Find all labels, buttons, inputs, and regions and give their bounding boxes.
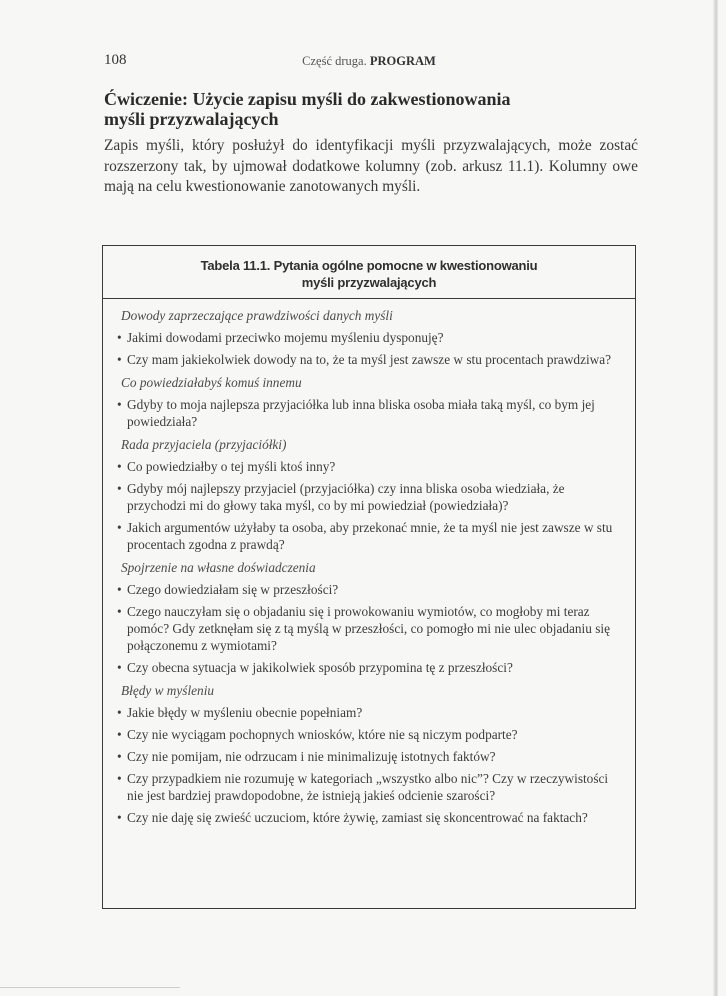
list-item: • Czy nie pomijam, nie odrzucam i nie minimalizuję istotnych faktów?: [117, 748, 623, 765]
list-item: • Czy przypadkiem nie rozumuję w kategoriach „wszystko albo nic”? Czy w rzeczywistości nie jest bardziej prawdopodobne, że istnieją jakieś odcienie szarości?: [117, 770, 623, 804]
list-item: • Czy nie daję się zwieść uczuciom, które żywię, zamiast się skoncentrować na faktach?: [117, 809, 623, 826]
exercise-title-line2: myśli przyzwalających: [104, 109, 279, 129]
table-body: [103, 299, 635, 826]
section-heading-tell-others: Co powiedziałabyś komuś innemu: [121, 375, 302, 390]
running-head-program: PROGRAM: [369, 54, 436, 68]
table-title-line1: Tabela 11.1. Pytania ogólne pomocne w kwestionowaniu: [200, 258, 538, 273]
list-item: • Jakie błędy w myśleniu obecnie popełniam?: [117, 704, 623, 721]
section-heading-friend-advice: Rada przyjaciela (przyjaciółki): [121, 437, 287, 452]
section-heading-own-experience: Spojrzenie na własne doświadczenia: [121, 560, 316, 575]
section-heading-thinking-errors: Błędy w myśleniu: [121, 683, 215, 698]
list-item: • Czego nauczyłam się o objadaniu się i prowokowaniu wymiotów, co mogłoby mi teraz pomóc? Gdy zetknęłam się z tą myślą w przeszłości, co pomogło mi nie ulec objadaniu się połączonemu z wymiotami?: [117, 603, 623, 654]
list-item: • Co powiedziałby o tej myśli ktoś inny?: [117, 458, 623, 475]
section-heading-evidence: Dowody zaprzeczające prawdziwości danych myśli: [121, 308, 393, 323]
bottom-rule: [0, 987, 180, 988]
exercise-title-line1: Ćwiczenie: Użycie zapisu myśli do zakwestionowania: [104, 89, 511, 109]
page-header: [104, 52, 634, 72]
running-head-part: Część druga.: [302, 54, 370, 68]
book-spine-shadow: [713, 0, 718, 996]
intro-paragraph: Zapis myśli, który posłużył do identyfikacji myśli przyzwalających, może zostać rozszerzony tak, by ujmował dodatkowe kolumny (zob. arkusz 11.1). Kolumny owe mają na celu kwestionowanie zanotowanych myśli.: [104, 137, 638, 195]
page-number: 108: [104, 52, 127, 68]
list-item: • Czy mam jakiekolwiek dowody na to, że ta myśl jest zawsze w stu procentach prawdziwa?: [117, 351, 623, 368]
list-item: • Czy nie wyciągam pochopnych wniosków, które nie są niczym podparte?: [117, 726, 623, 743]
table-11-1: [102, 245, 636, 909]
exercise-title: [104, 89, 624, 129]
list-item: • Czego dowiedziałam się w przeszłości?: [117, 581, 623, 598]
running-head: [104, 54, 634, 69]
table-title-line2: myśli przyzwalających: [301, 275, 437, 290]
list-item: • Jakich argumentów użyłaby ta osoba, aby przekonać mnie, że ta myśl nie jest zawsze w stu procentach zgodna z prawdą?: [117, 519, 623, 553]
list-item: • Czy obecna sytuacja w jakikolwiek sposób przypomina tę z przeszłości?: [117, 659, 623, 676]
list-item: • Gdyby mój najlepszy przyjaciel (przyjaciółka) czy inna bliska osoba wiedziała, że przychodzi mi do głowy taka myśl, co by mi powiedział (powiedziała)?: [117, 480, 623, 514]
table-title: [103, 246, 635, 299]
list-item: • Jakimi dowodami przeciwko mojemu myśleniu dysponuję?: [117, 329, 623, 346]
list-item: • Gdyby to moja najlepsza przyjaciółka lub inna bliska osoba miała taką myśl, co bym jej powiedziała?: [117, 396, 623, 430]
